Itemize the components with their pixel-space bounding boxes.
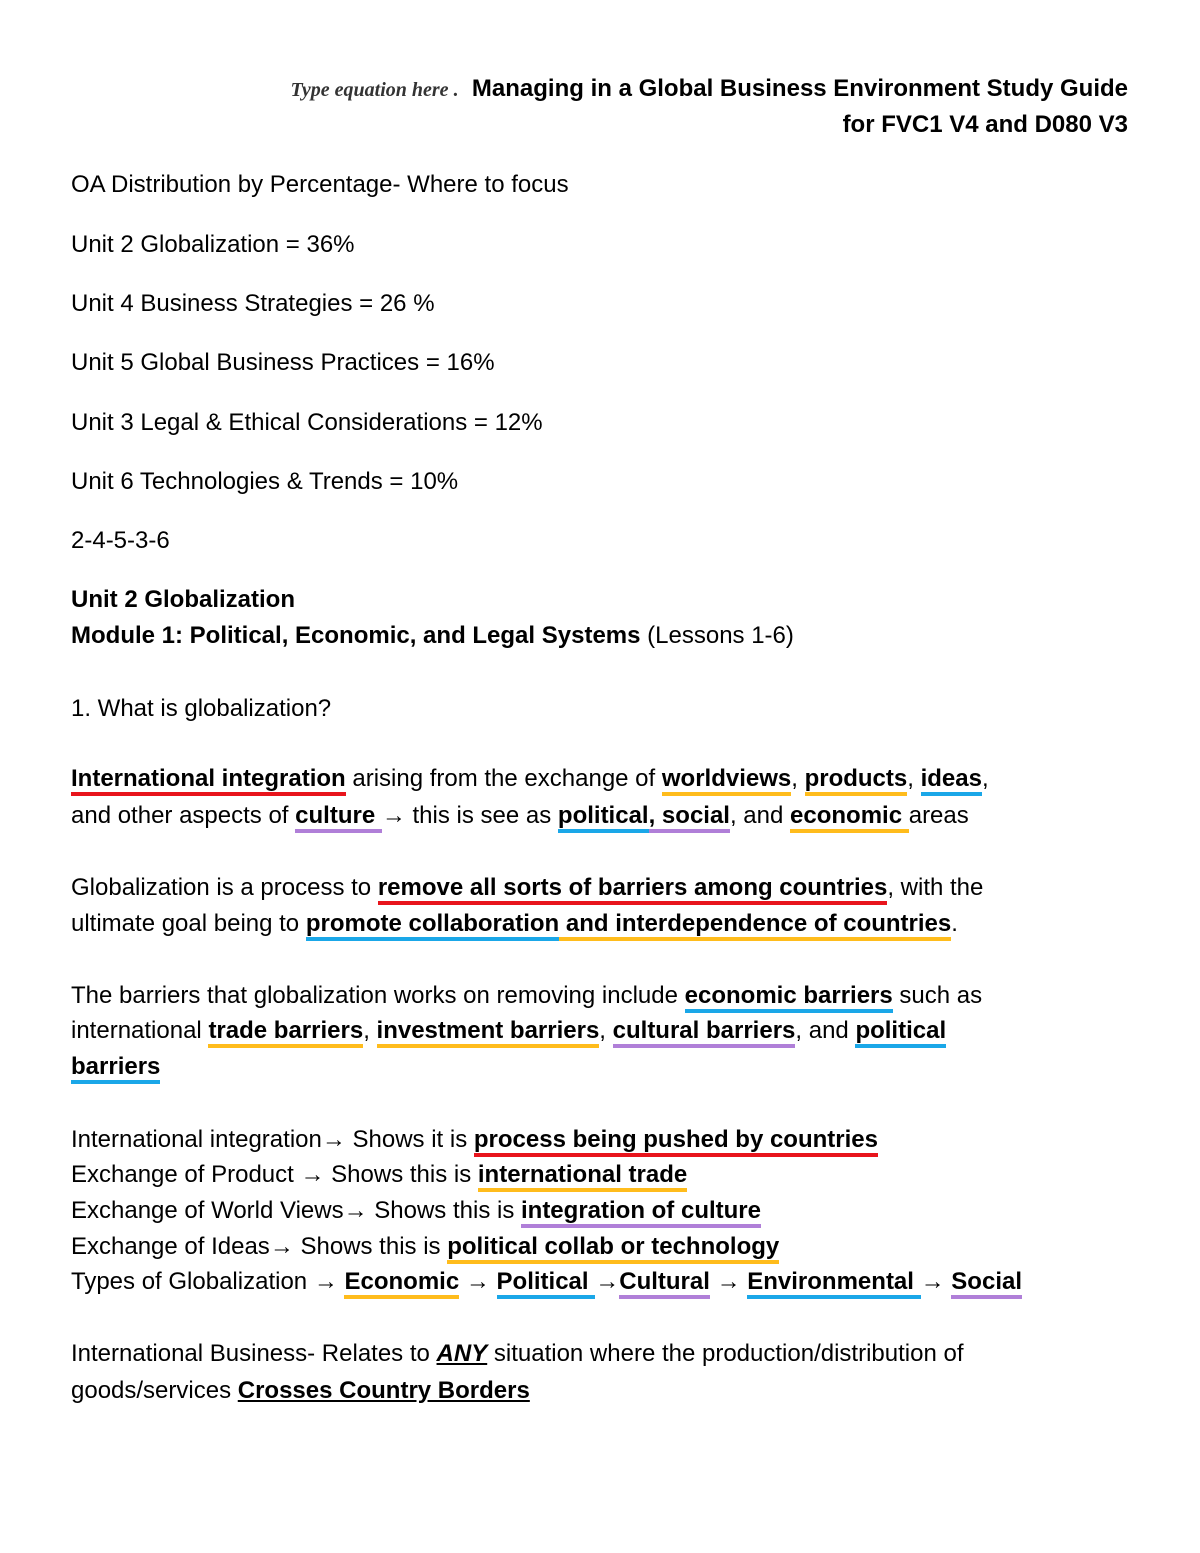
highlight-orange: Economic [344,1268,459,1299]
question-heading: 1. What is globalization? [71,695,332,722]
distribution-item: Unit 4 Business Strategies = 26 % [71,290,435,317]
highlight-purple: integration of culture [521,1197,761,1228]
text-span: Types of Globalization [71,1268,314,1295]
highlight-orange: economic [790,802,909,833]
paragraph-line [71,909,958,939]
text-span: Exchange of World Views [71,1197,344,1224]
highlight-red: International integration [71,765,346,796]
list-item [71,1232,779,1262]
text-span: , and [729,802,791,829]
text-span: , [599,1017,613,1044]
distribution-item: Unit 6 Technologies & Trends = 10% [71,468,459,495]
arrow-icon: → [716,1268,741,1295]
text-span: such as [892,982,983,1009]
text-span: , [791,765,805,792]
highlight-blue: economic barriers [685,982,893,1013]
arrow-icon: → [381,802,406,829]
highlight-red: process being pushed by countries [474,1126,878,1157]
text-span: Shows this is [293,1233,448,1260]
paragraph-line [71,1052,160,1082]
paragraph-line [71,981,982,1011]
document-title [290,74,1128,105]
highlight-orange: products [805,765,908,796]
distribution-heading: OA Distribution by Percentage- Where to focus [71,171,569,198]
highlight-orange: international trade [478,1161,687,1192]
text-span: Exchange of Ideas [71,1233,270,1260]
list-item [71,1125,878,1155]
text-span: Shows it is [345,1126,474,1153]
paragraph-line [71,873,983,903]
highlight-purple: Cultural [619,1268,710,1299]
text-span: , with the [887,874,984,901]
highlight-orange: investment barriers [377,1017,600,1048]
distribution-item: Unit 3 Legal & Ethical Considerations = 12% [71,409,543,436]
text-span: . [951,910,958,937]
highlight-blue: ideas [921,765,982,796]
list-item [71,1160,687,1190]
highlight-purple: , social [649,802,730,833]
highlight-orange: trade barriers [208,1017,363,1048]
highlight-blue: Environmental [747,1268,920,1299]
paragraph-line [71,1016,946,1046]
arrow-icon: → [300,1161,325,1188]
arrow-icon: → [595,1268,620,1295]
module-heading [71,621,794,651]
paragraph-line [71,1376,530,1406]
highlight-orange: political collab or technology [447,1233,779,1264]
text-span: Globalization is a process to [71,874,378,901]
paragraph-line [71,764,989,794]
arrow-icon: → [343,1197,368,1224]
arrow-icon: → [920,1268,945,1295]
list-item [71,1196,761,1226]
highlight-blue: political [855,1017,946,1048]
arrow-icon: → [313,1268,338,1295]
highlight-orange: and interdependence of countries [559,910,951,941]
text-span: arising from the exchange of [345,765,662,792]
arrow-icon: → [465,1268,490,1295]
arrow-icon: → [321,1126,346,1153]
highlight-blue: promote collaboration [306,910,559,941]
text-span: Shows this is [324,1161,478,1188]
title-line-1: Managing in a Global Business Environment Study Guide [471,75,1128,102]
module-title: Module 1: Political, Economic, and Legal Systems [71,622,641,649]
text-span: and other aspects of [71,802,296,829]
text-span: international [71,1017,209,1044]
text-span: Shows this is [367,1197,521,1224]
text-span: ultimate goal being to [71,910,306,937]
text-span: areas [908,802,969,829]
highlight-red: remove all sorts of barriers among countries [378,874,888,905]
text-span: International integration [71,1126,322,1153]
list-item [71,1267,1022,1297]
highlight-blue: political [558,802,649,833]
text-span: , [907,765,921,792]
text-span: International Business- Relates to [71,1340,437,1367]
text-span: this is see as [405,802,558,829]
highlight-purple: Social [951,1268,1022,1299]
text-span: goods/services [71,1377,238,1404]
distribution-item: Unit 2 Globalization = 36% [71,231,355,258]
text-span: situation where the production/distribution of [487,1340,964,1367]
text-span: The barriers that globalization works on removing include [71,982,685,1009]
text-span: Exchange of Product [71,1161,301,1188]
highlight-orange: worldviews [662,765,791,796]
emphasis-crosses-borders: Crosses Country Borders [237,1377,530,1404]
title-line-2: for FVC1 V4 and D080 V3 [842,111,1128,138]
paragraph-line [71,1339,964,1369]
highlight-blue: barriers [71,1053,160,1084]
arrow-icon: → [269,1233,294,1260]
module-lessons: (Lessons 1-6) [640,622,794,649]
text-span: , [363,1017,377,1044]
highlight-blue: Political [497,1268,596,1299]
unit-order: 2-4-5-3-6 [71,527,170,554]
highlight-purple: cultural barriers [613,1017,796,1048]
text-span: , and [795,1017,856,1044]
equation-placeholder[interactable]: Type equation here . [290,79,459,101]
unit-heading: Unit 2 Globalization [71,586,296,613]
distribution-item: Unit 5 Global Business Practices = 16% [71,349,495,376]
emphasis-any: ANY [436,1340,488,1367]
highlight-purple: culture [295,802,382,833]
paragraph-line [71,801,969,831]
text-span: , [981,765,989,792]
